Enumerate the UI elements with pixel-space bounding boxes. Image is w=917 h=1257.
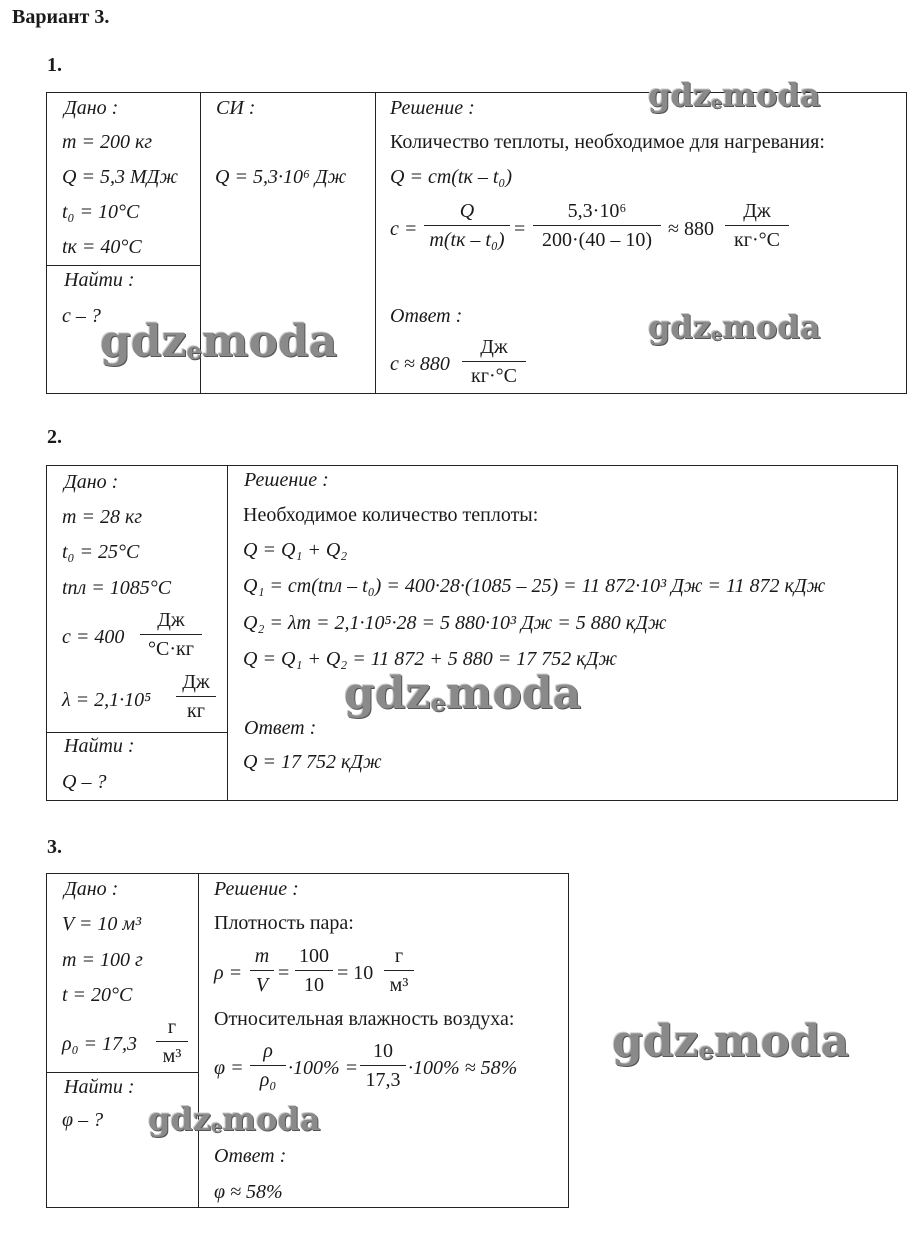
si-value: Q = 5,3·10⁶ Дж [215, 166, 347, 188]
si-label: СИ : [216, 97, 256, 119]
rho-unit: г м³ [384, 945, 414, 996]
solution-line-2: Q = Q₁ + Q₂ [243, 539, 348, 561]
find-label: Найти : [64, 1076, 135, 1098]
rho-value: = 10 [337, 962, 374, 984]
c-unit: Дж кг·°С [725, 200, 789, 251]
given-label: Дано : [64, 471, 119, 493]
given-t0: t₀ = 25°С [62, 541, 140, 563]
solution-line-3: Q₁ = cm(tпл – t₀) = 400·28·(1085 – 25) = 11 872·10³ Дж = 11 872 кДж [243, 575, 826, 597]
watermark-logo: gdzemoda [344, 668, 582, 719]
solution-label: Решение : [244, 469, 329, 491]
problem-1-find-divider [46, 265, 201, 266]
c-fraction-1: Q m(tк – t₀) [424, 200, 510, 251]
given-mass: m = 28 кг [62, 506, 143, 528]
answer-unit: Дж кг·°С [462, 336, 526, 387]
given-mass: m = 100 г [62, 949, 143, 971]
find-value: φ – ? [62, 1109, 104, 1131]
watermark-logo: gdzemoda [648, 76, 821, 114]
phi-mid: ·100% = [288, 1057, 359, 1079]
phi-lhs: φ = [214, 1057, 244, 1079]
given-volume: V = 10 м³ [62, 913, 142, 935]
answer-label: Ответ : [244, 717, 317, 739]
c-fraction-2: 5,3·10⁶ 200·(40 – 10) [533, 200, 661, 251]
watermark-logo: gdzemoda [612, 1016, 850, 1067]
answer-value: φ ≈ 58% [214, 1181, 283, 1203]
find-value: c – ? [62, 305, 101, 327]
given-c: c = 400 [62, 626, 125, 648]
given-tmelt: tпл = 1085°С [62, 577, 172, 599]
problem-2-number: 2. [47, 426, 62, 448]
given-tk: tк = 40°С [62, 236, 142, 258]
solution-label: Решение : [214, 878, 299, 900]
problem-1-divider-2 [375, 92, 376, 394]
solution-line-4: Q₂ = λm = 2,1·10⁵·28 = 5 880·10³ Дж = 5 880 кДж [243, 612, 667, 634]
phi-tail: ·100% ≈ 58% [408, 1057, 518, 1079]
problem-3-divider [198, 873, 199, 1208]
problem-1-number: 1. [47, 54, 62, 76]
solution-intro: Количество теплоты, необходимое для нагревания: [390, 131, 825, 153]
rho-fraction-2: 100 10 [295, 945, 333, 996]
problem-2-divider [227, 465, 228, 801]
given-t0: t₀ = 10°С [62, 201, 140, 223]
given-rho0: ρ₀ = 17,3 [62, 1033, 138, 1055]
watermark-logo: gdzemoda [148, 1100, 321, 1138]
phi-fraction-2: 10 17,3 [360, 1040, 406, 1091]
watermark-logo: gdzemoda [100, 316, 338, 367]
given-heat: Q = 5,3 МДж [62, 166, 178, 188]
find-label: Найти : [64, 269, 135, 291]
answer-label: Ответ : [214, 1145, 287, 1167]
problem-2-find-divider [46, 732, 228, 733]
given-rho0-unit: г м³ [156, 1016, 188, 1067]
rho-eq: = [278, 962, 290, 984]
given-temperature: t = 20°С [62, 984, 133, 1006]
answer-value: Q = 17 752 кДж [243, 751, 382, 773]
formula-heat: Q = cm(tк – t₀) [390, 166, 513, 188]
find-value: Q – ? [62, 771, 107, 793]
solution-line-5: Q = Q₁ + Q₂ = 11 872 + 5 880 = 17 752 кДж [243, 648, 617, 670]
solution-label: Решение : [390, 97, 475, 119]
given-label: Дано : [64, 97, 119, 119]
given-label: Дано : [64, 878, 119, 900]
answer-value: c ≈ 880 [390, 353, 450, 375]
c-lhs: c = [390, 218, 418, 240]
density-label: Плотность пара: [214, 912, 354, 934]
given-mass: m = 200 кг [62, 131, 153, 153]
humidity-label: Относительная влажность воздуха: [214, 1008, 515, 1030]
solution-line-1: Необходимое количество теплоты: [243, 504, 539, 526]
problem-3-find-divider [46, 1072, 199, 1073]
c-eq: = [514, 218, 526, 240]
given-c-unit: Дж °С·кг [140, 609, 202, 660]
watermark-logo: gdzemoda [648, 308, 821, 346]
c-approx: ≈ 880 [668, 218, 714, 240]
answer-label: Ответ : [390, 305, 463, 327]
given-lambda-unit: Дж кг [176, 671, 216, 722]
page-title: Вариант 3. [12, 6, 110, 28]
phi-fraction-1: ρ ρ₀ [250, 1040, 286, 1091]
rho-lhs: ρ = [214, 962, 243, 984]
rho-fraction-1: m V [250, 945, 274, 996]
given-lambda: λ = 2,1·10⁵ [62, 689, 152, 711]
problem-3-number: 3. [47, 836, 62, 858]
find-label: Найти : [64, 735, 135, 757]
